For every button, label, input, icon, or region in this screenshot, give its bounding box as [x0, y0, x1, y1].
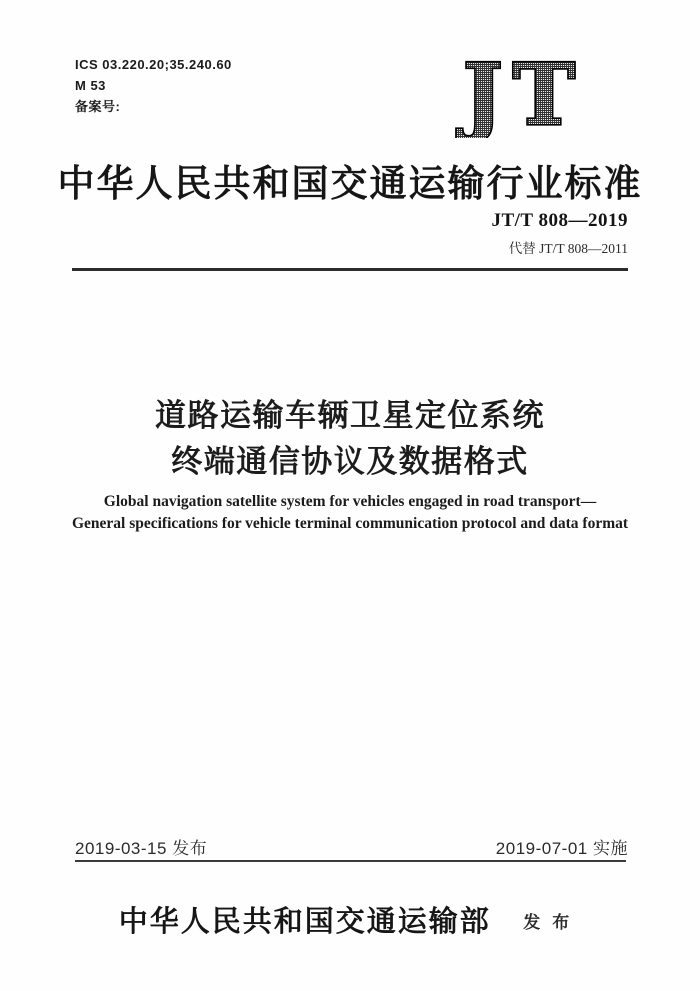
- jt-logo-text: JT: [462, 56, 586, 138]
- header-divider-line: [72, 268, 628, 271]
- english-title-line-2: General specifications for vehicle terminal communication protocol and data format: [71, 514, 629, 532]
- replaces-note: 代替 JT/T 808—2011: [508, 241, 628, 256]
- issue-label: 发布: [172, 839, 208, 858]
- implementation-date-line: [496, 834, 628, 859]
- main-title-line-2: 终端通信协议及数据格式: [171, 444, 529, 479]
- issue-date: 2019-03-15: [75, 839, 167, 858]
- issue-date-line: [75, 834, 207, 859]
- footer-divider-line: [75, 860, 626, 862]
- publisher-name: 中华人民共和国交通运输部: [118, 906, 491, 938]
- publisher-row: [0, 899, 700, 940]
- main-title-line-1: 道路运输车辆卫星定位系统: [155, 398, 545, 433]
- jt-logo: [452, 56, 597, 138]
- main-title-english: [0, 491, 700, 534]
- standard-type-heading: 中华人民共和国交通运输行业标准: [57, 164, 643, 205]
- standard-code: JT/T 808—2019: [491, 210, 628, 231]
- dates-row: [75, 834, 628, 859]
- standard-number-block: [491, 210, 628, 257]
- jt-logo-graphic: [452, 56, 597, 138]
- classification-code: M 53: [75, 78, 106, 93]
- publisher-action-label: 发布: [523, 913, 582, 932]
- implementation-label: 实施: [593, 839, 628, 858]
- ics-code: ICS 03.220.20;35.240.60: [75, 57, 232, 72]
- main-title-chinese: [0, 393, 700, 485]
- english-title-line-1: Global navigation satellite system for vehicles engaged in road transport—: [103, 493, 597, 510]
- meta-block: [75, 54, 232, 117]
- record-number-label: 备案号:: [75, 99, 121, 114]
- implementation-date: 2019-07-01: [495, 839, 588, 858]
